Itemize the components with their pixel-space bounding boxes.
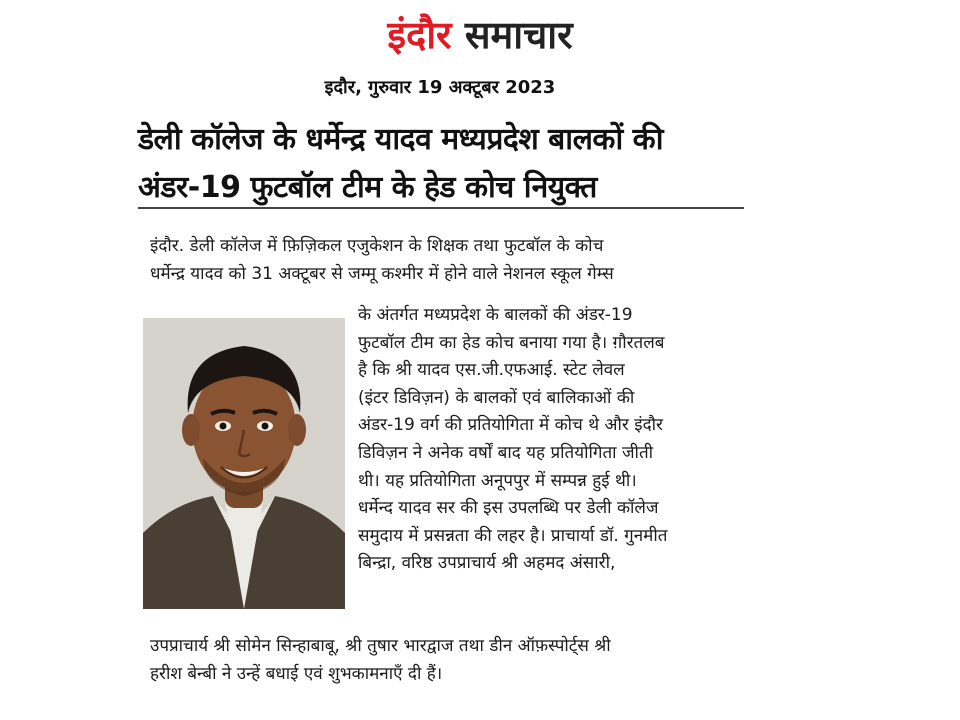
article-headline	[138, 116, 748, 212]
masthead-city: इंदौर	[387, 12, 452, 57]
body-line: धर्मेन्द यादव सर की इस उपलब्धि पर डेली कॉलेज	[358, 498, 659, 519]
masthead-title: समाचार	[464, 12, 573, 57]
body-line: हरीश बेन्बी ने उन्हें बधाई एवं शुभकामनाएँ दी हैं।	[150, 663, 443, 684]
body-line: डिविज़न ने अनेक वर्षों बाद यह प्रतियोगिता जीती	[358, 442, 654, 463]
article-body-right-column	[358, 302, 746, 578]
article-body-bottom	[150, 633, 745, 688]
portrait-illustration	[143, 318, 345, 609]
article-body-top	[150, 233, 745, 288]
body-line: इंदौर. डेली कॉलेज में फ़िज़िकल एजुकेशन के शिक्षक तथा फुटबॉल के कोच	[150, 236, 604, 256]
coach-photo	[143, 318, 345, 609]
body-line: अंडर-19 वर्ग की प्रतियोगिता में कोच थे और इंदौर	[358, 415, 663, 436]
body-line: धर्मेन्द्र यादव को 31 अक्टूबर से जम्मू कश्मीर में होने वाले नेशनल स्कूल गेम्स	[150, 263, 614, 284]
dateline: इदौर, गुरुवार 19 अक्टूबर 2023	[324, 77, 556, 98]
headline-line-2: अंडर-19 फुटबॉल टीम के हेड कोच नियुक्त	[138, 170, 597, 205]
headline-divider	[138, 207, 744, 209]
newspaper-masthead	[0, 10, 960, 60]
body-line: फुटबॉल टीम का हेड कोच बनाया गया है। ग़ौरतलब	[358, 332, 665, 353]
body-line: के अंतर्गत मध्यप्रदेश के बालकों की अंडर-19	[358, 305, 633, 325]
body-line: उपप्राचार्य श्री सोमेन सिन्हाबाबू, श्री तुषार भारद्वाज तथा डीन ऑफ़स्पोर्ट्स श्री	[150, 636, 611, 656]
body-line: (इंटर डिविज़न) के बालकों एवं बालिकाओं की	[358, 387, 635, 408]
body-line: समुदाय में प्रसन्नता की लहर है। प्राचार्या डॉ. गुनमीत	[358, 525, 668, 546]
body-line: है कि श्री यादव एस.जी.एफआई. स्टेट लेवल	[358, 360, 625, 381]
body-line: थी। यह प्रतियोगिता अनूपपुर में सम्पन्न हुई थी।	[358, 470, 637, 491]
body-line: बिन्द्रा, वरिष्ठ उपप्राचार्य श्री अहमद अंसारी,	[358, 553, 616, 574]
headline-line-1: डेली कॉलेज के धर्मेन्द्र यादव मध्यप्रदेश बालकों की	[138, 122, 663, 157]
